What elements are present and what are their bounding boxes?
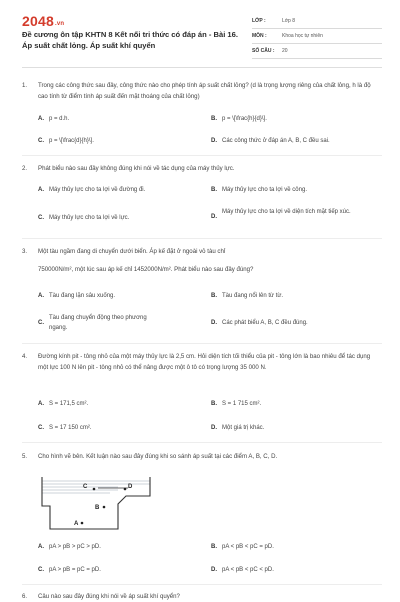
answer-option[interactable]: D. Máy thủy lực cho ta lợi về diện tích mặt tiếp xúc. bbox=[211, 209, 351, 220]
site-logo[interactable]: 2048.vn bbox=[22, 13, 65, 29]
answer-option[interactable]: C. Tàu đang chuyển động theo phương ngang. bbox=[38, 315, 147, 331]
answer-option[interactable]: D. Các công thức ở đáp án A, B, C đều sai. bbox=[211, 138, 330, 144]
question-6 bbox=[22, 591, 382, 602]
question-text: Câu nào sau đây đúng khi nói về áp suất khí quyển? bbox=[38, 593, 180, 600]
answer-option[interactable]: D. Một giá trị khác. bbox=[211, 425, 265, 431]
meta-row-count bbox=[252, 44, 382, 59]
meta-value: 20 bbox=[282, 48, 288, 54]
answer-option[interactable]: B. Máy thủy lực cho ta lợi về công. bbox=[211, 187, 307, 193]
question-3 bbox=[22, 246, 382, 275]
answer-option[interactable]: D. pA < pB < pC < pD. bbox=[211, 567, 274, 573]
question-divider bbox=[22, 155, 382, 156]
vessel-diagram bbox=[38, 474, 158, 534]
point-d bbox=[124, 488, 127, 491]
answer-option[interactable]: C. S = 17 150 cm². bbox=[38, 425, 92, 431]
label-b: B bbox=[95, 505, 100, 511]
question-number: 2. bbox=[22, 165, 28, 172]
meta-key: SỐ CÂU : bbox=[252, 48, 275, 54]
question-number: 3. bbox=[22, 248, 28, 255]
vessel-outline bbox=[42, 477, 150, 529]
answer-option[interactable]: B. pA < pB < pC = pD. bbox=[211, 544, 274, 550]
answer-option[interactable]: D. Các phát biểu A, B, C đều đúng. bbox=[211, 320, 308, 326]
answer-option[interactable]: A. Máy thủy lực cho ta lợi về đường đi. bbox=[38, 187, 146, 193]
question-text: Đường kính pit - tông nhỏ của một máy thủy lực là 2,5 cm. Hỏi diện tích tối thiểu của pit - tông lớn là bao nhiêu để tác dụng một lực 100 N lên pit - tông nhỏ có thể nâng được một ô tô có trọng lượng 35 000 N. bbox=[38, 353, 371, 371]
answer-option[interactable]: A. p = d.h. bbox=[38, 116, 70, 122]
meta-value: Lớp 8 bbox=[282, 18, 296, 24]
question-number: 5. bbox=[22, 453, 28, 460]
meta-row-subject bbox=[252, 29, 382, 44]
answer-option[interactable]: C. p = \[\frac{d}{h}\]. bbox=[38, 138, 94, 144]
label-c: C bbox=[83, 484, 88, 490]
point-c bbox=[93, 488, 96, 491]
label-d: D bbox=[128, 484, 133, 490]
question-1 bbox=[22, 80, 382, 102]
question-number: 4. bbox=[22, 353, 28, 360]
question-text: Cho hình vẽ bên. Kết luận nào sau đây đúng khi so sánh áp suất tại các điểm A, B, C, D. bbox=[38, 453, 278, 460]
question-text-continued: 750000N/m², một lúc sau áp kế chỉ 1452000N/m². Phát biểu nào sau đây đúng? bbox=[38, 266, 254, 273]
meta-key: LỚP : bbox=[252, 18, 266, 24]
question-5 bbox=[22, 451, 382, 462]
answer-option[interactable]: A. Tàu đang lặn sâu xuống. bbox=[38, 293, 116, 299]
answer-option[interactable]: C. pA > pB = pC = pD. bbox=[38, 567, 101, 573]
question-number: 6. bbox=[22, 593, 28, 600]
metadata-table bbox=[252, 14, 382, 59]
question-divider bbox=[22, 238, 382, 239]
answer-option[interactable]: A. pA > pB > pC > pD. bbox=[38, 544, 101, 550]
point-b bbox=[103, 506, 106, 509]
label-a: A bbox=[74, 521, 79, 527]
question-divider bbox=[22, 343, 382, 344]
question-text: Trong các công thức sau đây, công thức nào cho phép tính áp suất chất lỏng? (d là trọng lượng riêng của chất lỏng, h là độ cao tính từ điểm tính áp suất đến mặt thoáng của chất lỏng) bbox=[38, 82, 371, 100]
meta-key: MÔN : bbox=[252, 33, 267, 39]
question-divider bbox=[22, 442, 382, 443]
meta-row-class bbox=[252, 14, 382, 29]
answer-option[interactable]: C. Máy thủy lực cho ta lợi về lực. bbox=[38, 215, 130, 221]
question-4 bbox=[22, 351, 382, 373]
answer-option[interactable]: B. Tàu đang nổi lên từ từ. bbox=[211, 293, 284, 299]
answer-option[interactable]: A. S = 171,5 cm². bbox=[38, 401, 89, 407]
water-surface-lines bbox=[42, 481, 150, 493]
question-number: 1. bbox=[22, 82, 28, 89]
point-a bbox=[81, 522, 84, 525]
question-text: Một tàu ngầm đang di chuyển dưới biển. Áp kế đặt ở ngoài vỏ tàu chỉ bbox=[38, 248, 226, 255]
question-text: Phát biểu nào sau đây không đúng khi nói về tác dụng của máy thủy lực. bbox=[38, 165, 235, 172]
question-2 bbox=[22, 163, 382, 174]
question-divider bbox=[22, 584, 382, 585]
document-title: Đề cương ôn tập KHTN 8 Kết nối tri thức có đáp án - Bài 16. Áp suất chất lỏng. Áp suất khí quyển bbox=[22, 30, 238, 50]
meta-value: Khoa học tự nhiên bbox=[282, 33, 323, 39]
header-divider bbox=[22, 67, 382, 68]
answer-option[interactable]: B. p = \[\frac{h}{d}\]. bbox=[211, 116, 267, 122]
answer-option[interactable]: B. S = 1 715 cm². bbox=[211, 401, 262, 407]
